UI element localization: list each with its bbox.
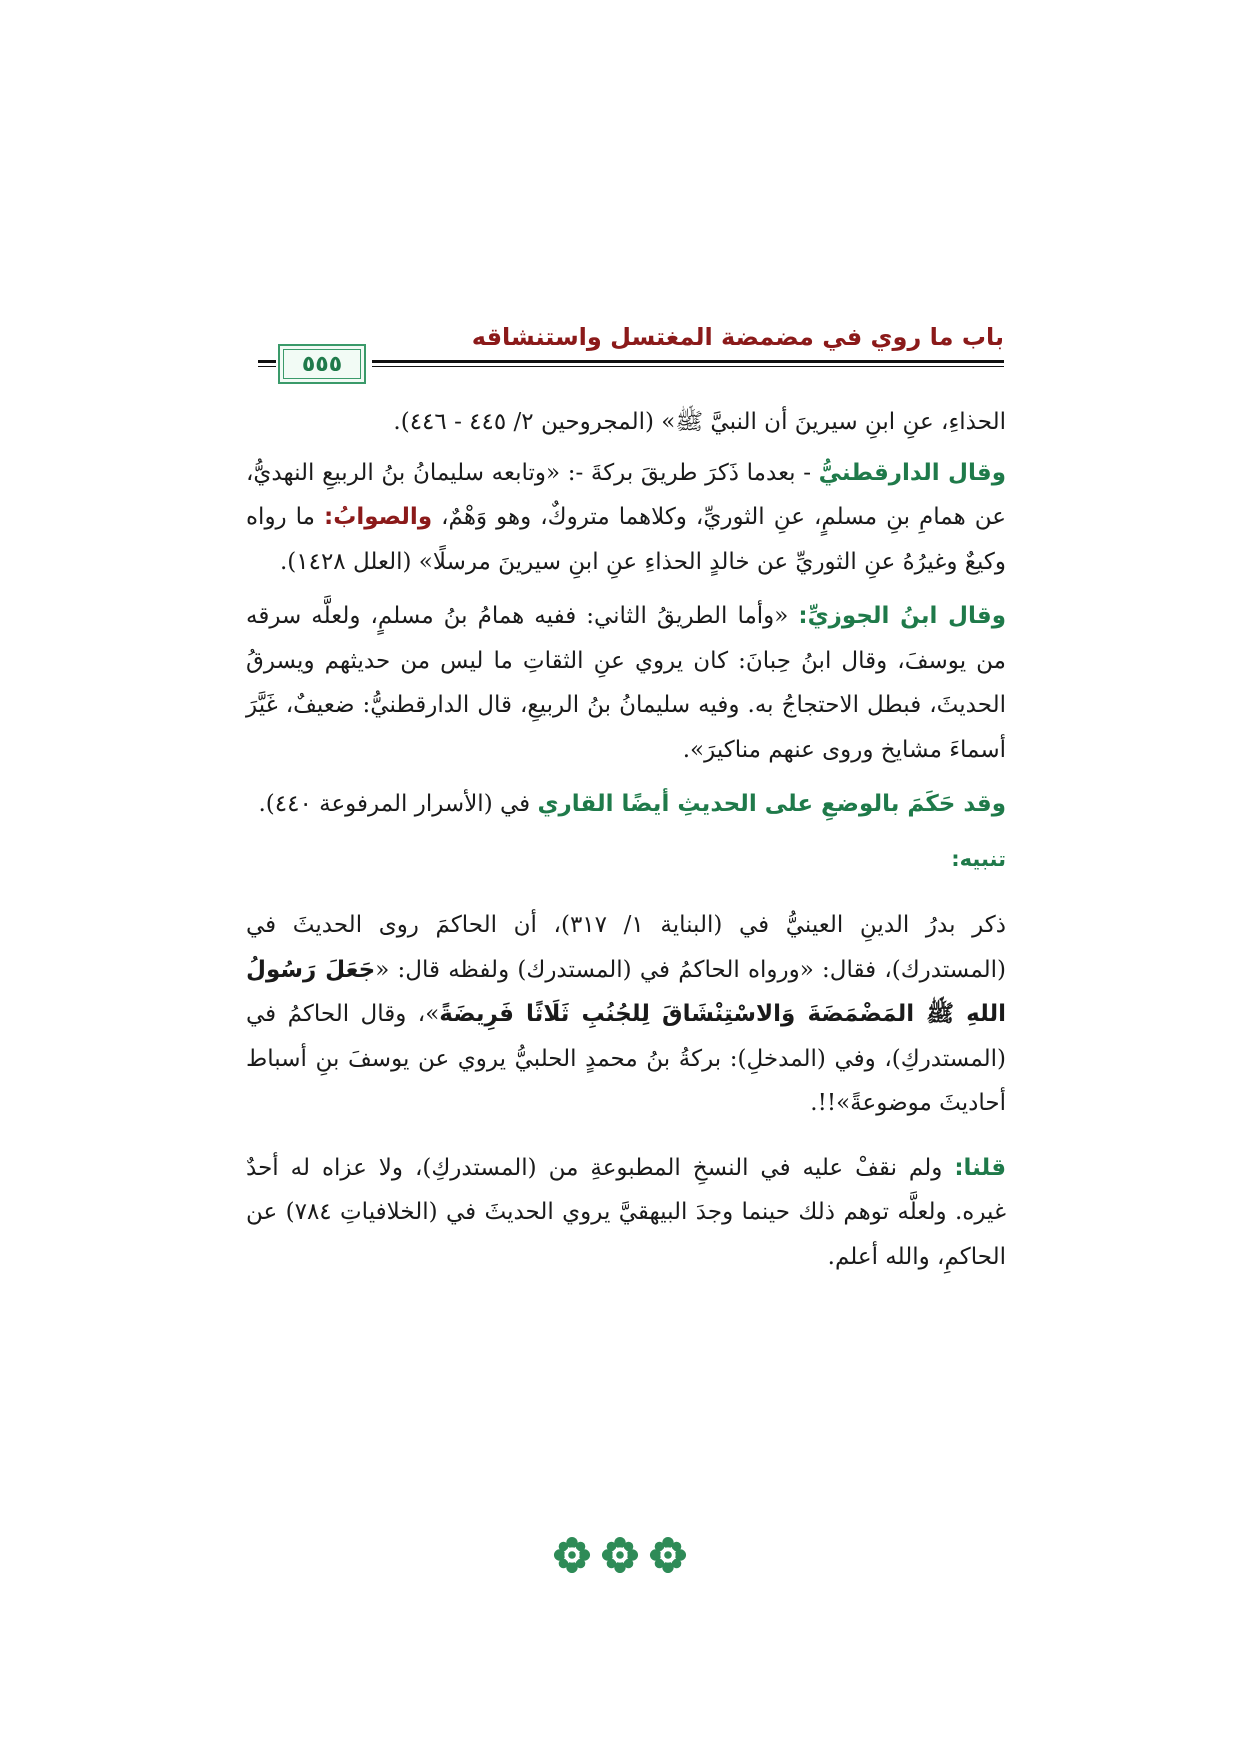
flower-ornament-icon bbox=[649, 1536, 687, 1574]
page-body bbox=[246, 400, 1006, 1289]
paragraph-text: ذكر بدرُ الدينِ العينيُّ في (البناية ١/ ٣١٧)، أن الحاكمَ روى الحديثَ في (المستدرك)، فقال: «ورواه الحاكمُ في (المستدرك) ولفظه قال: « bbox=[246, 912, 1006, 983]
lead-sawab: والصوابُ: bbox=[324, 504, 433, 530]
paragraph-qulna bbox=[246, 1146, 1006, 1280]
paragraph-ibn-jawzi bbox=[246, 594, 1006, 772]
page-header bbox=[258, 318, 1004, 384]
header-rule-left-thin bbox=[258, 366, 276, 367]
lead-qulna: قلنا: bbox=[954, 1154, 1006, 1181]
chapter-title: باب ما روي في مضمضة المغتسل واستنشاقه bbox=[471, 323, 1004, 351]
header-rule-thin bbox=[372, 366, 1004, 367]
paragraph-text: ما رواه وكيعٌ وغيرُهُ عنِ الثوريِّ عن خالدٍ الحذاءِ عنِ ابنِ سيرينَ مرسلًا» (العلل ١٤٢٨). bbox=[246, 504, 1006, 575]
flower-ornament-icon bbox=[601, 1536, 639, 1574]
lead-ibn-jawzi: وقال ابنُ الجوزيِّ: bbox=[798, 603, 1007, 629]
paragraph-ayni bbox=[246, 903, 1006, 1126]
lead-qari: وقد حَكَمَ بالوضعِ على الحديثِ أيضًا القاري bbox=[537, 791, 1006, 817]
paragraph-text: ولم نقفْ عليه في النسخِ المطبوعةِ من (المستدركِ)، ولا عزاه له أحدٌ غيره. ولعلَّه توهم ذلك حينما وجدَ البيهقيَّ يروي الحديثَ في (الخلافياتِ ٧٨٤) عن الحاكمِ، والله أعلم. bbox=[246, 1154, 1006, 1270]
page-number-badge bbox=[278, 344, 366, 384]
paragraph-text: »، وقال الحاكمُ في (المستدركِ)، وفي (المدخلِ): بركةُ بنُ محمدٍ الحلبيُّ يروي عن يوسفَ بنِ أسباط أحاديثَ موضوعةً»!!. bbox=[246, 1001, 1006, 1116]
paragraph-text: «وأما الطريقُ الثاني: ففيه همامُ بنُ مسلمٍ، ولعلَّه سرقه من يوسفَ، وقال ابنُ حِبانَ: كان يروي عنِ الثقاتِ ما ليس من حديثهم ويسرقُ الحديثَ، فبطل الاحتجاجُ به. وفيه سليمانُ بنُ الربيعِ، قال الدارقطنيُّ: ضعيفٌ، غَيَّرَ أسماءَ مشايخ وروى عنهم مناكيرَ». bbox=[246, 603, 1006, 763]
hadith-text: جَعَلَ رَسُولُ اللهِ ﷺ المَضْمَضَةَ وَالاسْتِنْشَاقَ لِلجُنُبِ ثَلَاثًا فَرِيضَةً bbox=[246, 956, 1006, 1027]
paragraph-continuation bbox=[246, 400, 1006, 445]
header-rule-left-thick bbox=[258, 360, 276, 363]
paragraph-text: الحذاءِ، عنِ ابنِ سيرينَ أن النبيَّ ﷺ» (المجروحين ٢/ ٤٤٥ - ٤٤٦). bbox=[393, 409, 1006, 435]
note-heading: تنبيه: bbox=[951, 846, 1006, 871]
paragraph-text: - بعدما ذَكرَ طريقَ بركةَ -: «وتابعه سليمانُ بنُ الربيعِ النهديُّ، عن همامِ بنِ مسلمٍ، عنِ الثوريِّ، وكلاهما متروكٌ، وهو وَهْمٌ، bbox=[246, 459, 1006, 530]
header-rule-thick bbox=[372, 360, 1004, 363]
page-number: ٥٥٥ bbox=[301, 351, 343, 377]
flower-ornament-icon bbox=[553, 1536, 591, 1574]
lead-daraqutni: وقال الدارقطنيُّ bbox=[818, 459, 1006, 486]
paragraph-text: في (الأسرار المرفوعة ٤٤٠). bbox=[258, 791, 538, 817]
paragraph-qari bbox=[246, 782, 1006, 827]
paragraph-daraqutni bbox=[246, 451, 1006, 585]
section-end-ornaments bbox=[520, 1536, 720, 1576]
